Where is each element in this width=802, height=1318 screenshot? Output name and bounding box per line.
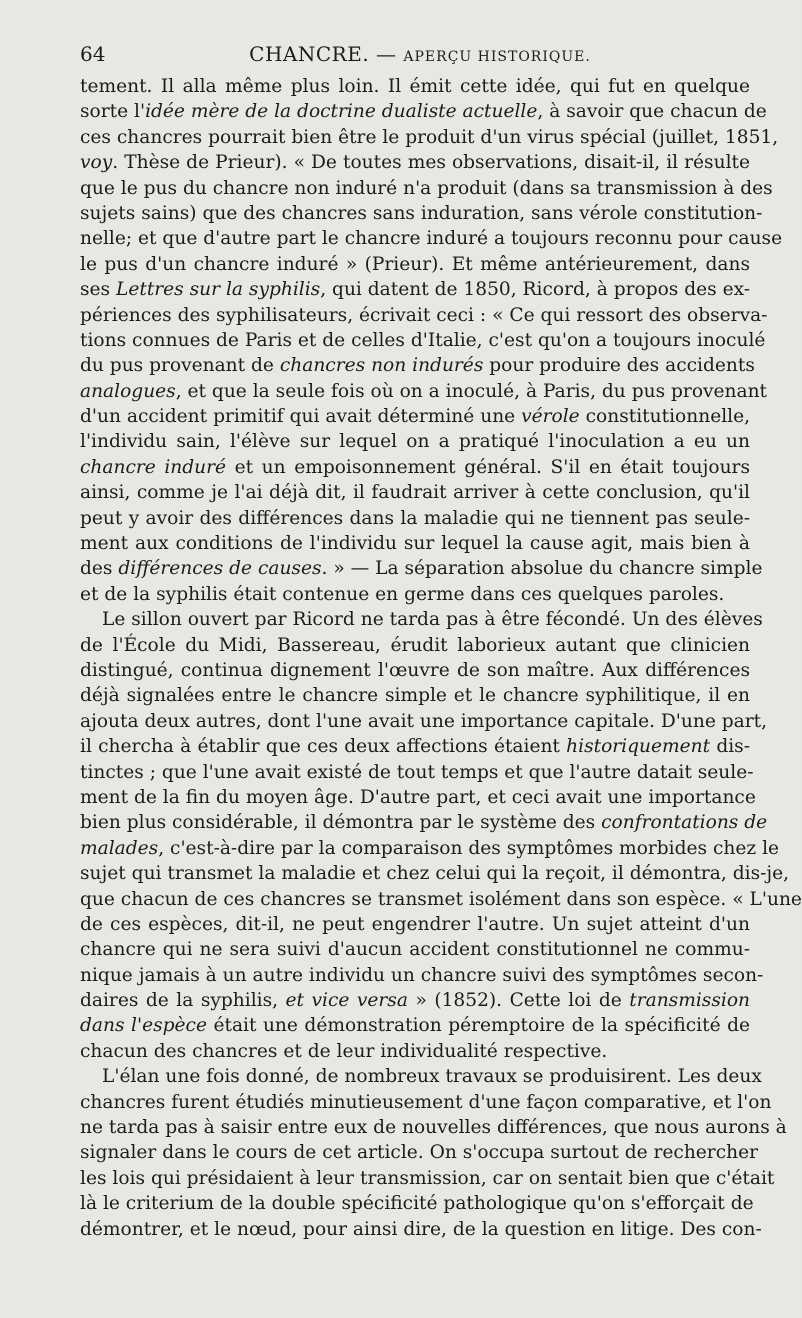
- text-segment: chancres furent étudiés minutieusement d'une façon comparative, et l'on: [80, 1091, 772, 1113]
- text-line: [80, 988, 750, 1013]
- italic-text: analogues: [80, 380, 176, 402]
- text-segment: l'individu sain, l'élève sur lequel on a pratiqué l'inoculation a eu un: [80, 431, 750, 453]
- text-segment: tions connues de Paris et de celles d'Italie, c'est qu'on a toujours inoculé: [80, 329, 766, 351]
- text-line: [80, 150, 750, 175]
- text-segment: était une démonstration péremptoire de la spécificité de: [206, 1015, 751, 1037]
- text-line: [80, 74, 750, 99]
- text-segment: ment aux conditions de l'individu sur lequel la cause agit, mais bien à: [80, 533, 750, 555]
- text-segment: là le criterium de la double spécificité pathologique qu'on s'efforçait de: [80, 1193, 754, 1215]
- text-segment: tement. Il alla même plus loin. Il émit cette idée, qui fut en quelque: [80, 76, 750, 97]
- text-segment: et un empoisonnement général. S'il en était toujours: [226, 456, 750, 478]
- text-line: [80, 303, 768, 328]
- italic-text: historiquement: [566, 736, 711, 758]
- text-line: [80, 556, 763, 581]
- running-title-main: CHANCRE. —: [249, 42, 404, 66]
- text-segment: daires de la syphilis,: [80, 990, 286, 1012]
- text-segment: nique jamais à un autre individu un chancre suivi des symptômes secon-: [80, 964, 764, 986]
- text-line: [80, 607, 763, 632]
- text-segment: que le pus du chancre non induré n'a produit (dans sa transmission à des: [80, 177, 773, 199]
- text-segment: signaler dans le cours de cet article. On s'occupa surtout de rechercher: [80, 1142, 758, 1164]
- text-line: [80, 760, 754, 785]
- italic-text: et vice versa: [285, 990, 408, 1012]
- text-segment: sujets sains) que des chancres sans induration, sans vérole constitution-: [80, 202, 763, 224]
- page-number: 64: [80, 42, 106, 66]
- text-line: [80, 582, 750, 607]
- text-segment: bien plus considérable, il démontra par le système des: [80, 812, 602, 834]
- text-line: [80, 277, 750, 302]
- body-text: [80, 74, 802, 1242]
- text-line: [80, 1140, 758, 1165]
- text-line: [80, 785, 756, 810]
- italic-text: transmission: [629, 990, 750, 1012]
- text-line: [80, 252, 750, 277]
- text-segment: des: [80, 558, 119, 580]
- text-segment: , à savoir que chacun de: [537, 101, 767, 123]
- text-segment: » — La séparation absolue du chancre simple: [327, 558, 763, 580]
- italic-text: différences de causes: [118, 558, 322, 580]
- text-line: [80, 683, 750, 708]
- text-segment: tinctes ; que l'une avait existé de tout temps et que l'autre datait seule-: [80, 761, 754, 783]
- page-header: [80, 42, 760, 72]
- italic-text: chancres non indurés: [279, 355, 484, 377]
- text-line: [80, 658, 750, 683]
- italic-text: malades: [80, 837, 159, 859]
- text-segment: ainsi, comme je l'ai déjà dit, il faudrait arriver à cette conclusion, qu'il: [80, 482, 750, 504]
- running-title: [80, 42, 760, 66]
- text-segment: périences des syphilisateurs, écrivait ceci : « Ce qui ressort des observa-: [80, 304, 768, 326]
- text-segment: , qui datent de 1850, Ricord, à propos des ex-: [320, 279, 751, 301]
- text-segment: sorte l': [80, 101, 146, 123]
- text-segment: ces chancres pourrait bien être le produit d'un virus spécial (juillet, 1851,: [80, 126, 779, 148]
- text-segment: le pus d'un chancre induré » (Prieur). Et même antérieurement, dans: [80, 253, 750, 275]
- text-line: [80, 912, 750, 937]
- text-line: [80, 353, 755, 378]
- text-line: [80, 709, 768, 734]
- text-segment: chancre qui ne sera suivi d'aucun accident constitutionnel ne commu-: [80, 939, 750, 961]
- text-segment: sujet qui transmet la maladie et chez celui qui la reçoit, il démontra, dis-je,: [80, 863, 790, 885]
- text-line: [80, 937, 750, 962]
- text-segment: d'un accident primitif qui avait déterminé une: [80, 406, 522, 428]
- text-segment: , et que la seule fois où on a inoculé, à Paris, du pus provenant: [175, 380, 768, 402]
- text-line: [80, 125, 779, 150]
- text-segment: , c'est-à-dire par la comparaison des symptômes morbides chez le: [158, 837, 780, 859]
- text-line: [80, 404, 750, 429]
- text-line: [80, 506, 750, 531]
- text-segment: ne tarda pas à saisir entre eux de nouvelles différences, que nous aurons à: [80, 1117, 787, 1139]
- text-line: [80, 633, 750, 658]
- text-line: [80, 1039, 750, 1064]
- text-line: [80, 226, 783, 251]
- text-segment: pour produire des accidents: [483, 355, 755, 377]
- text-line: [80, 379, 768, 404]
- text-segment: ment de la fin du moyen âge. D'autre part, et ceci avait une importance: [80, 786, 756, 808]
- text-segment: nelle; et que d'autre part le chancre induré a toujours reconnu pour cause: [80, 228, 783, 250]
- text-line: [80, 1217, 762, 1242]
- text-line: [80, 480, 750, 505]
- text-line: [80, 1090, 772, 1115]
- italic-text: vérole: [521, 406, 580, 428]
- text-line: [80, 734, 750, 759]
- text-segment: .: [321, 558, 328, 580]
- text-line: [80, 861, 790, 886]
- text-line: [80, 531, 750, 556]
- text-line: [80, 99, 767, 124]
- text-segment: L'élan une fois donné, de nombreux travaux se produisirent. Les deux: [102, 1066, 762, 1088]
- text-line: [80, 429, 750, 454]
- text-line: [80, 887, 802, 912]
- text-line: [80, 455, 750, 480]
- text-segment: les lois qui présidaient à leur transmission, car on sentait bien que c'était: [80, 1167, 775, 1189]
- text-segment: du pus provenant de: [80, 355, 280, 377]
- text-line: [80, 176, 773, 201]
- text-segment: démontrer, et le nœud, pour ainsi dire, de la question en litige. Des con-: [80, 1218, 762, 1240]
- text-line: [80, 836, 780, 861]
- text-segment: ses: [80, 279, 116, 301]
- text-segment: ajouta deux autres, dont l'une avait une importance capitale. D'une part,: [80, 710, 768, 732]
- text-line: [80, 1013, 750, 1038]
- text-segment: peut y avoir des différences dans la maladie qui ne tiennent pas seule-: [80, 507, 750, 529]
- italic-text: idée mère de la doctrine dualiste actuelle: [145, 101, 538, 123]
- text-line: [80, 1166, 775, 1191]
- text-segment: Le sillon ouvert par Ricord ne tarda pas à être fécondé. Un des élèves: [102, 609, 763, 631]
- text-line: [80, 1191, 754, 1216]
- text-segment: de l'École du Midi, Bassereau, érudit laborieux autant que clinicien: [80, 634, 750, 656]
- italic-text: dans l'espèce: [80, 1015, 207, 1037]
- text-line: [80, 328, 766, 353]
- italic-text: confrontations de: [601, 812, 768, 834]
- text-line: [80, 201, 763, 226]
- italic-text: chancre induré: [80, 456, 227, 478]
- italic-text: Lettres sur la syphilis: [116, 279, 321, 301]
- text-segment: » (1852). Cette loi de: [407, 990, 630, 1012]
- text-segment: constitutionnelle,: [579, 406, 751, 428]
- text-segment: déjà signalées entre le chancre simple et le chancre syphilitique, il en: [80, 685, 750, 707]
- text-segment: il chercha à établir que ces deux affections étaient: [80, 736, 567, 758]
- text-line: [80, 963, 764, 988]
- text-line: [80, 1064, 762, 1089]
- text-segment: chacun des chancres et de leur individualité respective.: [80, 1040, 608, 1062]
- text-line: [80, 1115, 787, 1140]
- text-segment: distingué, continua dignement l'œuvre de son maître. Aux différences: [80, 659, 750, 681]
- text-line: [80, 810, 768, 835]
- text-segment: dis-: [710, 736, 750, 758]
- text-segment: et de la syphilis était contenue en germe dans ces quelques paroles.: [80, 583, 725, 605]
- text-segment: de ces espèces, dit-il, ne peut engendrer l'autre. Un sujet atteint d'un: [80, 913, 750, 935]
- running-title-subtitle: APERÇU HISTORIQUE.: [403, 49, 591, 65]
- italic-text: voy: [80, 152, 113, 174]
- text-segment: . Thèse de Prieur). « De toutes mes observations, disait-il, il résulte: [112, 152, 750, 174]
- text-segment: que chacun de ces chancres se transmet isolément dans son espèce. « L'une: [80, 888, 802, 910]
